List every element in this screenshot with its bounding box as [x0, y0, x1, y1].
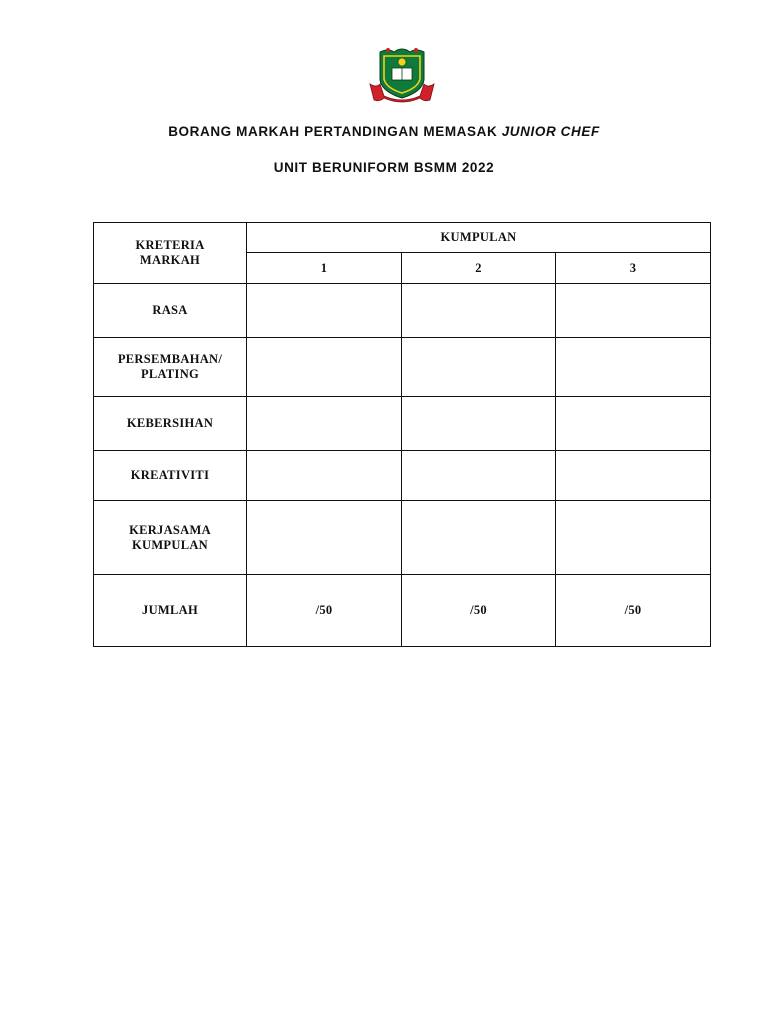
group-number-2: 2 [402, 253, 556, 284]
score-cell [247, 451, 402, 501]
table-row [94, 451, 711, 501]
criteria-label-rasa: RASA [94, 284, 247, 338]
score-cell [556, 501, 711, 575]
total-score-cell: /50 [247, 575, 402, 647]
total-score-cell: /50 [556, 575, 711, 647]
table-row [94, 284, 711, 338]
score-cell [402, 501, 556, 575]
score-cell [247, 338, 402, 397]
score-cell [402, 451, 556, 501]
score-cell [402, 338, 556, 397]
score-cell [402, 284, 556, 338]
group-number-3: 3 [556, 253, 711, 284]
group-number-1: 1 [247, 253, 402, 284]
criteria-label-jumlah: JUMLAH [94, 575, 247, 647]
table-row [94, 501, 711, 575]
score-cell [556, 338, 711, 397]
score-cell [402, 397, 556, 451]
score-cell [556, 451, 711, 501]
criteria-label-persembahan: PERSEMBAHAN/ PLATING [94, 338, 247, 397]
table-row-total [94, 575, 711, 647]
table-row [94, 397, 711, 451]
criteria-label-kebersihan: KEBERSIHAN [94, 397, 247, 451]
document-title-emphasis: JUNIOR CHEF [501, 124, 600, 139]
criteria-header: KRETERIA MARKAH [94, 223, 247, 284]
score-cell [556, 284, 711, 338]
criteria-label-kreativiti: KREATIVITI [94, 451, 247, 501]
criteria-label-kerjasama: KERJASAMA KUMPULAN [94, 501, 247, 575]
table-row [94, 338, 711, 397]
document-title [0, 124, 768, 139]
score-cell [247, 284, 402, 338]
school-crest-logo [366, 44, 438, 106]
score-cell [556, 397, 711, 451]
document-title-main: BORANG MARKAH PERTANDINGAN MEMASAK [168, 124, 502, 139]
total-score-cell: /50 [402, 575, 556, 647]
group-header: KUMPULAN [247, 223, 711, 253]
score-cell [247, 397, 402, 451]
document-subtitle: UNIT BERUNIFORM BSMM 2022 [273, 160, 495, 175]
score-table [93, 222, 711, 647]
score-cell [247, 501, 402, 575]
